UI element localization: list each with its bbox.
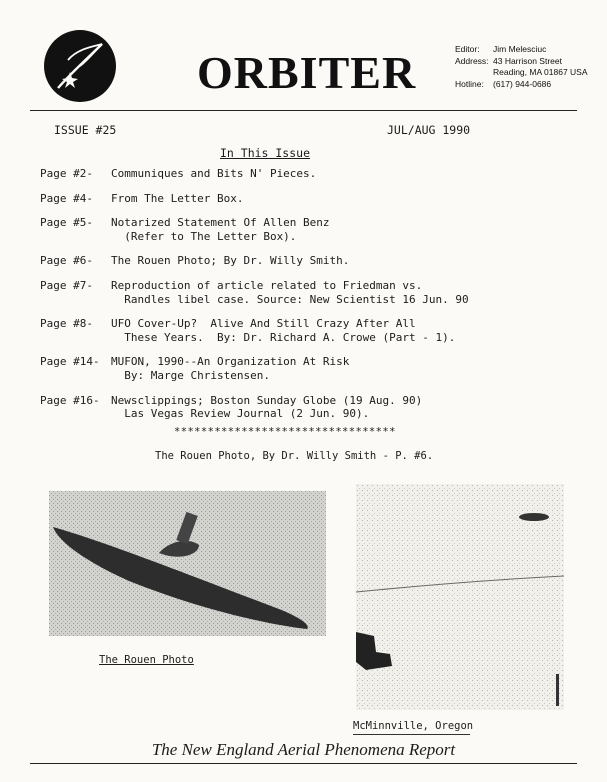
toc-item: Page #7- Reproduction of article related to Friedman vs. Randles libel case. Source: New Scientist 16 Jun. 90	[40, 278, 469, 306]
footer-title: The New England Aerial Phenomena Report	[151, 740, 456, 759]
header-rule	[30, 110, 577, 111]
mcminnville-photo-caption: McMinnville, Oregon	[353, 720, 474, 732]
rouen-photo-caption: The Rouen Photo	[99, 654, 194, 666]
orbit-star-icon	[44, 30, 116, 102]
issue-date: JUL/AUG 1990	[387, 123, 471, 137]
toc-item: Page #14- MUFON, 1990--An Organization At Risk By: Marge Christensen.	[40, 355, 350, 382]
caption-underline	[353, 734, 470, 735]
table-of-contents	[40, 167, 580, 432]
toc-item: Page #6- The Rouen Photo; By Dr. Willy Smith.	[40, 254, 350, 268]
hotline-row: Hotline: (617) 944-0686	[455, 78, 552, 89]
editor-info	[455, 44, 588, 90]
editor-row: Editor: Jim Melesciuc	[455, 44, 547, 54]
toc-item: Page #8- UFO Cover-Up? Alive And Still Crazy After All These Years. By: Dr. Richard A. Crowe (Part - 1).	[40, 317, 456, 344]
ufo-sky-photo-image	[356, 484, 564, 710]
toc-item: Page #5- Notarized Statement Of Allen Benz (Refer to The Letter Box).	[40, 216, 330, 243]
rouen-photo	[49, 491, 326, 636]
address-row: Address: 43 Harrison Street	[455, 55, 562, 66]
photo-caption: The Rouen Photo, By Dr. Willy Smith - P. #6.	[155, 450, 434, 462]
toc-item: Page #16- Newsclippings; Boston Sunday Globe (19 Aug. 90) Las Vegas Review Journal (2 Jun. 90).	[40, 393, 423, 421]
issue-number: ISSUE #25	[54, 123, 117, 137]
section-separator: *********************************	[174, 426, 396, 438]
ufo-photo-image	[49, 491, 326, 636]
toc-item: Page #2- Communiques and Bits N' Pieces.	[40, 167, 317, 180]
toc-item: Page #4- From The Letter Box.	[40, 191, 244, 205]
footer-rule	[30, 763, 577, 764]
toc-title: In This Issue	[220, 146, 311, 160]
orbiter-logo	[44, 30, 116, 102]
masthead-title: ORBITER	[197, 47, 417, 98]
mcminnville-photo	[356, 484, 564, 710]
address-row-2: Reading, MA 01867 USA	[493, 67, 588, 77]
